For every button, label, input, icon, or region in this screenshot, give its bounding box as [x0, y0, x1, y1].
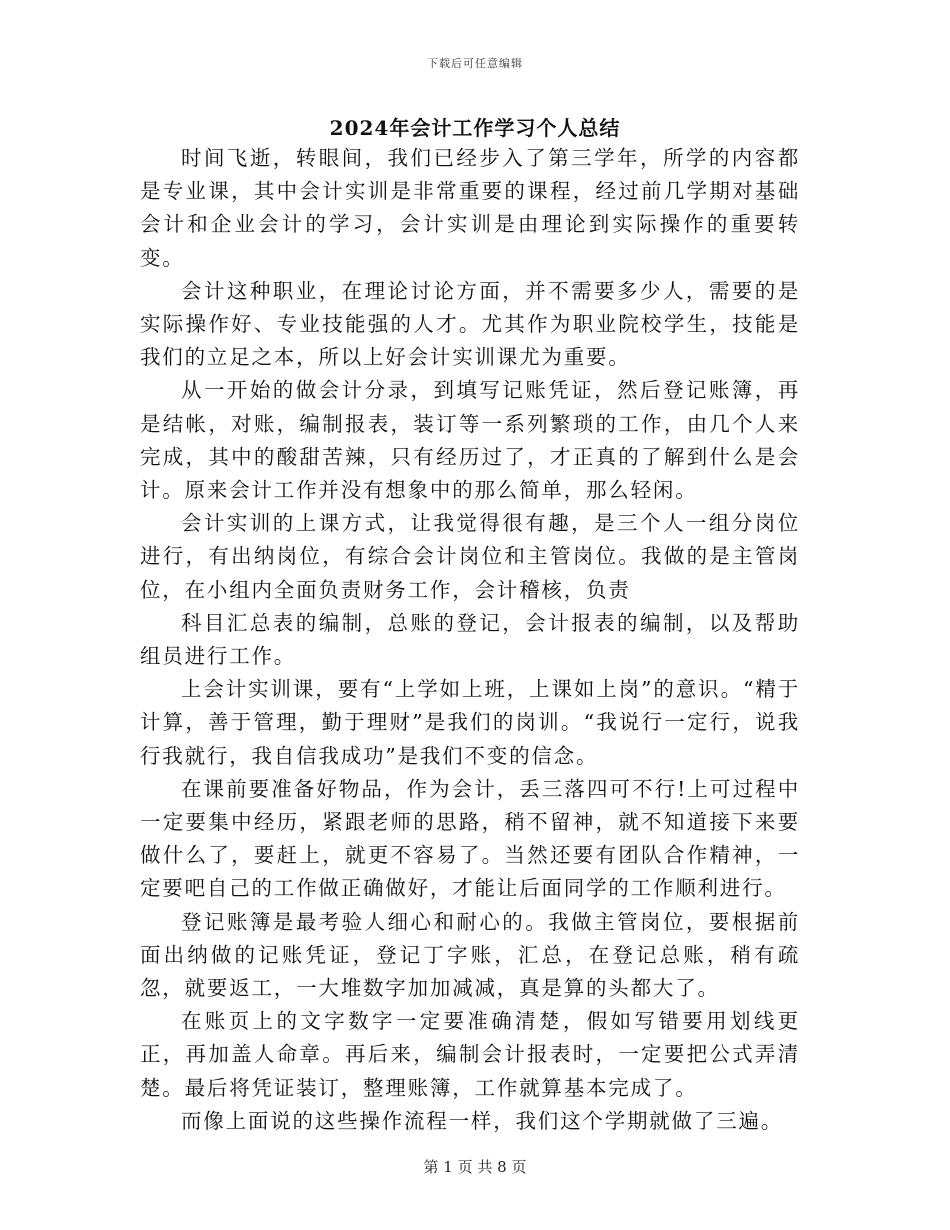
paragraph: 时间飞逝，转眼间，我们已经步入了第三学年，所学的内容都是专业课，其中会计实训是非常重要的课程，经过前几学期对基础会计和企业会计的学习，会计实训是由理论到实际操作的重要转变。 — [140, 146, 800, 270]
paragraph: 而像上面说的这些操作流程一样，我们这个学期就做了三遍。 — [181, 1108, 784, 1133]
paragraph: 会计实训的上课方式，让我觉得很有趣，是三个人一组分岗位进行，有出纳岗位，有综合会计岗位和主管岗位。我做的是主管岗位，在小组内全面负责财务工作，会计稽核，负责 — [140, 511, 800, 602]
paragraph: 会计这种职业，在理论讨论方面，并不需要多少人，需要的是实际操作好、专业技能强的人才。尤其作为职业院校学生，技能是我们的立足之本，所以上好会计实训课尤为重要。 — [140, 278, 800, 370]
paragraph: 在账页上的文字数字一定要准确清楚，假如写错要用划线更正，再加盖人命章。再后来，编制会计报表时，一定要把公式弄清楚。最后将凭证装订，整理账簿，工作就算基本完成了。 — [140, 1009, 800, 1100]
paragraph: 上会计实训课，要有“上学如上班，上课如上岗”的意识。“精于计算，善于管理，勤于理财”是我们的岗训。“我说行一定行，说我行我就行，我自信我成功”是我们不变的信念。 — [140, 677, 800, 768]
paragraph: 科目汇总表的编制，总账的登记，会计报表的编制，以及帮助组员进行工作。 — [140, 610, 800, 669]
paragraph: 从一开始的做会计分录，到填写记账凭证，然后登记账簿，再是结帐，对账，编制报表，装订等一系列繁琐的工作，由几个人来完成，其中的酸甜苦辣，只有经历过了，才正真的了解到什么是会计。原来会计工作并没有想象中的那么简单，那么轻闲。 — [140, 378, 800, 503]
paragraph: 登记账簿是最考验人细心和耐心的。我做主管岗位，要根据前面出纳做的记账凭证，登记丁字账，汇总，在登记总账，稍有疏忽，就要返工，一大堆数字加加减减，真是算的头都大了。 — [140, 909, 800, 1001]
page-number-footer: 第 1 页 共 8 页 — [423, 1158, 527, 1176]
document-title: 2024年会计工作学习个人总结 — [329, 116, 621, 140]
document-body — [140, 142, 800, 1138]
paragraph: 在课前要准备好物品，作为会计，丢三落四可不行!上可过程中一定要集中经历，紧跟老师的思路，稍不留神，就不知道接下来要做什么了，要赶上，就更不容易了。当然还要有团队合作精神，一定要吧自己的工作做正确做好，才能让后面同学的工作顺利进行。 — [140, 776, 800, 901]
header-note: 下载后可任意编辑 — [427, 57, 523, 70]
